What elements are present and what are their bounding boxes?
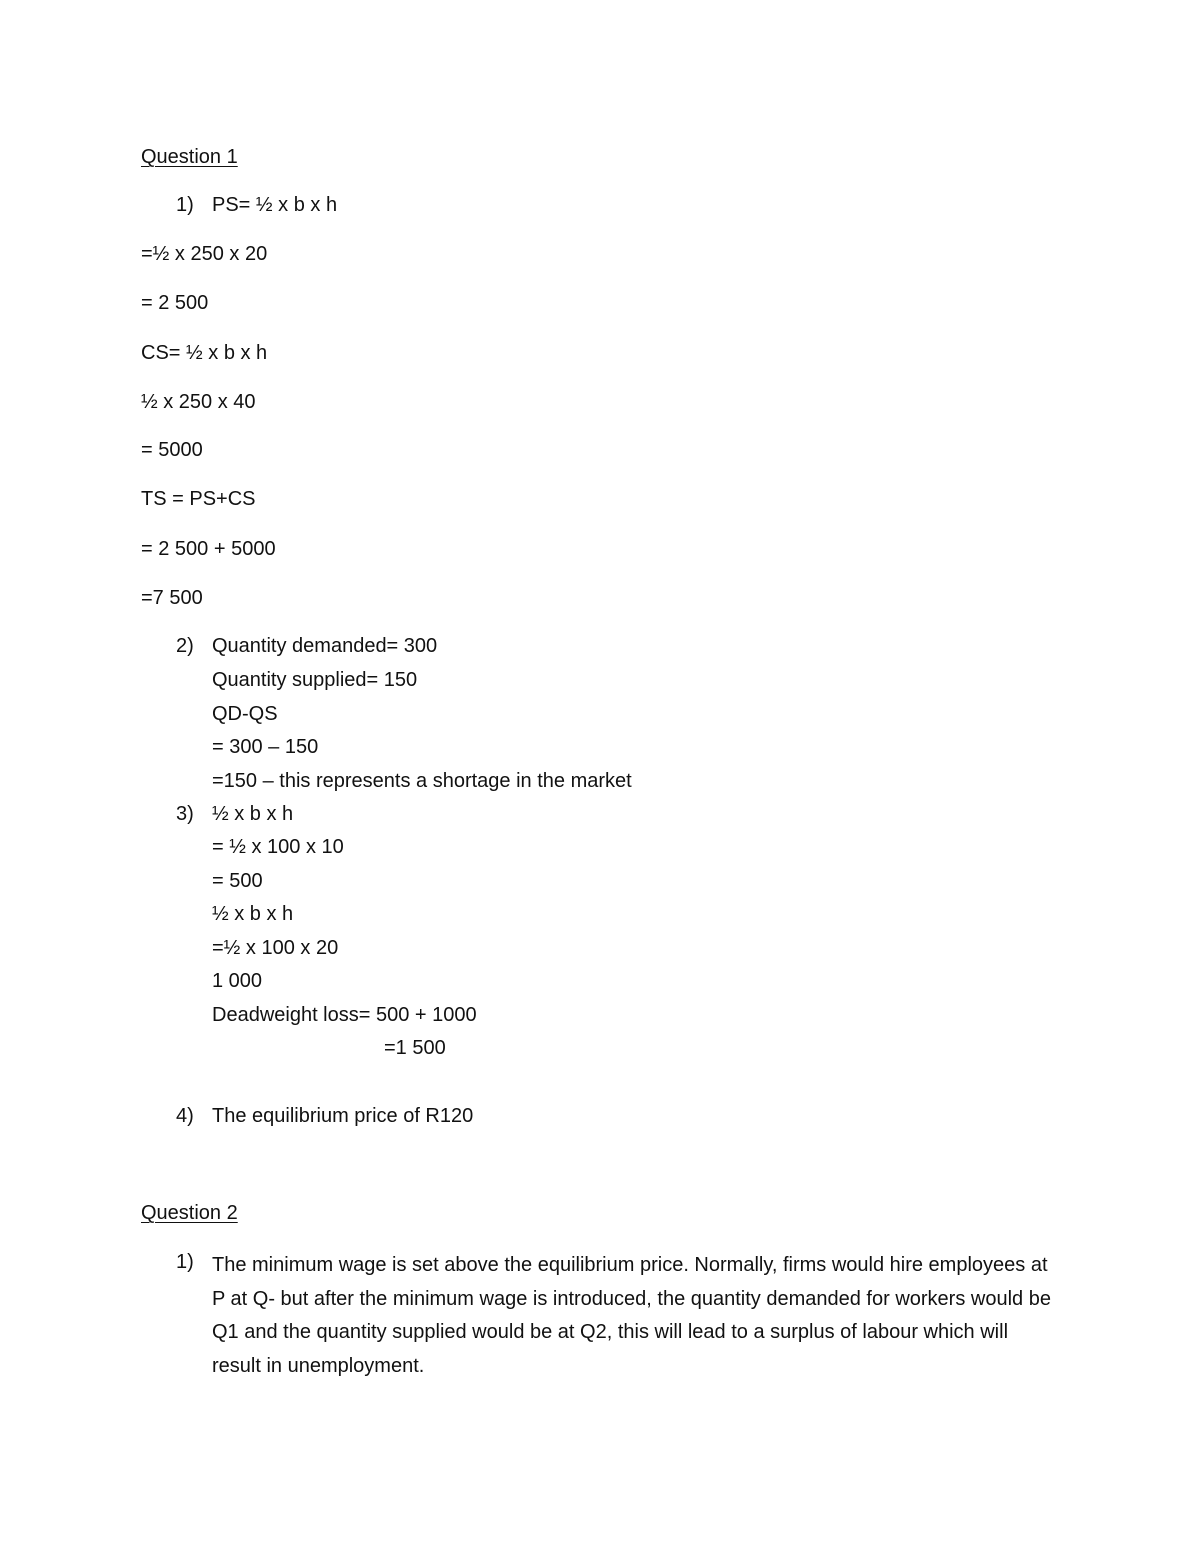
q1-part2-number: 2): [176, 635, 194, 657]
q1-part2-line: Quantity supplied= 150: [212, 669, 418, 691]
q1-part1-line: TS = PS+CS: [141, 488, 256, 510]
q1-part1-line: =7 500: [141, 587, 203, 609]
q1-part3-line: ½ x b x h: [212, 803, 294, 825]
q1-part2-line: QD-QS: [212, 703, 278, 725]
q1-part3-line: 1 000: [212, 970, 263, 992]
question-1-heading: Question 1: [141, 146, 238, 168]
q1-part3-line: Deadweight loss= 500 + 1000: [212, 1004, 477, 1026]
q1-part3-line: =1 500: [384, 1037, 446, 1059]
q2-part1-number: 1): [176, 1251, 194, 1273]
q1-part3-line: = ½ x 100 x 10: [212, 836, 344, 858]
q1-part1-line: = 2 500 + 5000: [141, 538, 276, 560]
q1-part3-line: = 500: [212, 870, 263, 892]
q1-part1-line: CS= ½ x b x h: [141, 342, 268, 364]
q1-part1-line: = 2 500: [141, 292, 209, 314]
q1-part2-line: = 300 – 150: [212, 736, 319, 758]
q1-part1-line: = 5000: [141, 439, 203, 461]
q1-part1-line: =½ x 250 x 20: [141, 243, 268, 265]
q1-part3-line: ½ x b x h: [212, 903, 294, 925]
q1-part3-line: =½ x 100 x 20: [212, 937, 339, 959]
q1-part2-line: =150 – this represents a shortage in the market: [212, 770, 632, 792]
q1-part1-line: PS= ½ x b x h: [212, 194, 338, 216]
q1-part4-number: 4): [176, 1105, 194, 1127]
q1-part4-line: The equilibrium price of R120: [212, 1105, 474, 1127]
q2-part1-paragraph: The minimum wage is set above the equilibrium price. Normally, firms would hire employees at P at Q- but after the minimum wage is introduced, the quantity demanded for workers would be Q1 and the quantity supplied would be at Q2, this will lead to a surplus of labour which will result in unemployment.: [212, 1254, 1051, 1377]
q1-part2-line: Quantity demanded= 300: [212, 635, 438, 657]
q1-part1-line: ½ x 250 x 40: [141, 391, 256, 413]
q1-part3-number: 3): [176, 803, 194, 825]
q1-part1-number: 1): [176, 194, 194, 216]
question-2-heading: Question 2: [141, 1202, 238, 1224]
